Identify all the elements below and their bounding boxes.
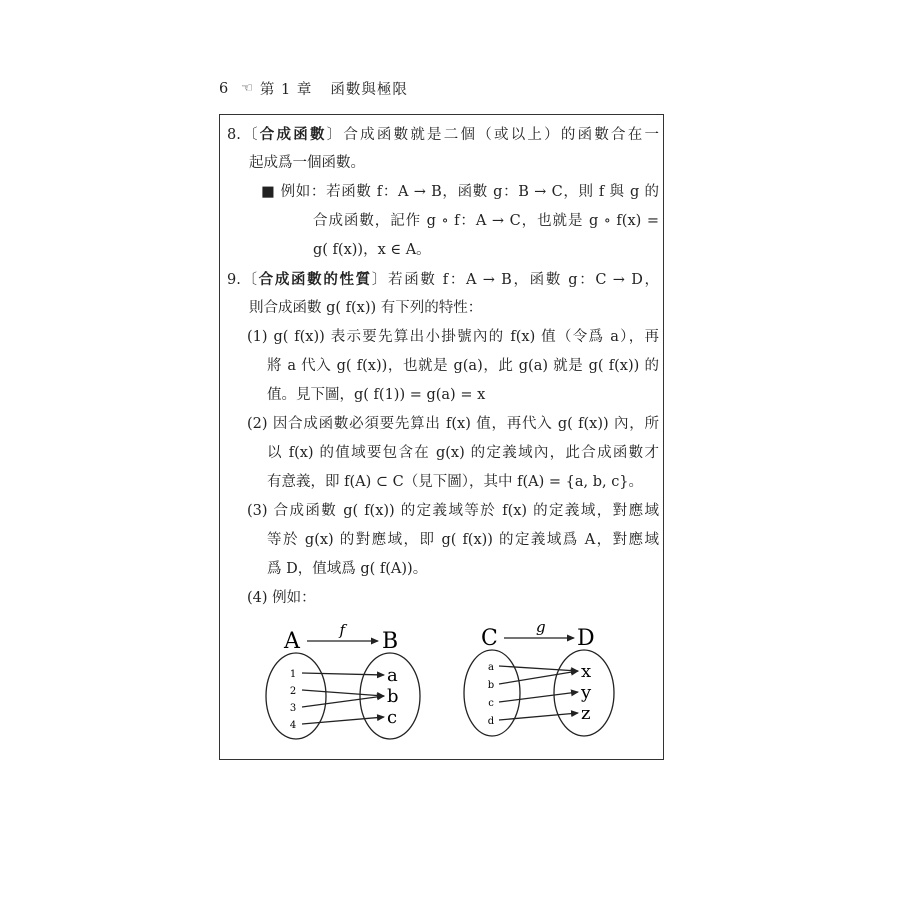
bold-term: 合成函數 (259, 126, 327, 143)
text-line (227, 468, 659, 497)
text-line (227, 236, 659, 265)
text-line (227, 294, 659, 323)
chapter-title: 函數與極限 (330, 82, 408, 98)
text-span: 〕若函數 f：A → B，函數 g：C → D， (371, 272, 659, 288)
text-span: g( f(x))，x ∈ A。 (313, 242, 431, 258)
text-span: 合成函數，記作 g ∘ f：A → C，也就是 g ∘ f(x) = (313, 213, 659, 229)
codomain-element: y (581, 682, 592, 703)
text-span: (3) 合成函數 g( f(x)) 的定義域等於 f(x) 的定義域，對應域 (247, 503, 659, 519)
codomain-element: b (387, 686, 399, 707)
text-span: 9.〔 (227, 272, 259, 288)
text-line (227, 323, 659, 352)
pointing-hand-icon: ☜ (241, 81, 254, 96)
text-line (227, 439, 659, 468)
chapter-label: 第 1 章 (259, 82, 313, 98)
text-span: 值。見下圖，g( f(1)) = g(a) = x (267, 387, 486, 403)
text-line (227, 381, 659, 410)
text-span: (1) g( f(x)) 表示要先算出小掛號內的 f(x) 值（令爲 a），再 (247, 329, 659, 345)
text-span: 等於 g(x) 的對應域，即 g( f(x)) 的定義域爲 A，對應域 (267, 532, 659, 548)
bold-term: 合成函數的性質 (258, 271, 372, 288)
text-span: 起成爲一個函數。 (249, 155, 365, 171)
text-line (227, 497, 659, 526)
text-line (227, 584, 659, 613)
text-span: 〕合成函數就是二個（或以上）的函數合在一 (326, 127, 660, 143)
text-line (227, 410, 659, 439)
text-line (227, 526, 659, 555)
domain-element: d (487, 716, 495, 727)
page-header (219, 78, 408, 99)
domain-element: a (488, 662, 494, 673)
domain-element: b (487, 680, 495, 691)
text-span: 爲 D，值域爲 g( f(A))。 (267, 561, 428, 577)
text-span: (2) 因合成函數必須要先算出 f(x) 值，再代入 g( f(x)) 內，所 (247, 416, 659, 432)
text-line (227, 149, 659, 178)
text-span: 有意義，即 f(A) ⊂ C（見下圖），其中 f(A) = {a, b, c}。 (267, 474, 644, 490)
codomain-element: a (387, 665, 398, 686)
text-line (227, 265, 659, 294)
set-label-to: D (577, 626, 595, 651)
domain-element: 1 (289, 669, 297, 680)
domain-element: 3 (289, 703, 297, 714)
domain-element: c (488, 698, 494, 709)
text-line (227, 555, 659, 584)
domain-element: 2 (289, 686, 297, 697)
text-line (227, 120, 659, 149)
text-span: (4) 例如： (247, 590, 316, 606)
text-line (227, 207, 659, 236)
text-line (227, 178, 659, 207)
domain-element: 4 (289, 720, 297, 731)
text-span: 將 a 代入 g( f(x))，也就是 g(a)，此 g(a) 就是 g( f(x)) 的 (267, 358, 659, 374)
function-name: g (536, 618, 546, 636)
set-label-to: B (382, 629, 399, 654)
set-label-from: C (481, 626, 498, 651)
function-name: f (339, 621, 346, 639)
text-line (227, 352, 659, 381)
page-number: 6 (219, 80, 230, 97)
text-span: 以 f(x) 的值域要包含在 g(x) 的定義域內，此合成函數才 (267, 445, 659, 461)
text-span: 則合成函數 g( f(x)) 有下列的特性： (249, 300, 483, 316)
codomain-element: c (387, 707, 398, 728)
set-label-from: A (284, 629, 300, 654)
codomain-element: x (581, 661, 592, 682)
text-span: 8.〔 (227, 127, 260, 143)
text-span: ■ 例如：若函數 f：A → B，函數 g：B → C，則 f 與 g 的 (261, 184, 659, 200)
text-body (227, 120, 659, 613)
codomain-element: z (581, 703, 591, 724)
